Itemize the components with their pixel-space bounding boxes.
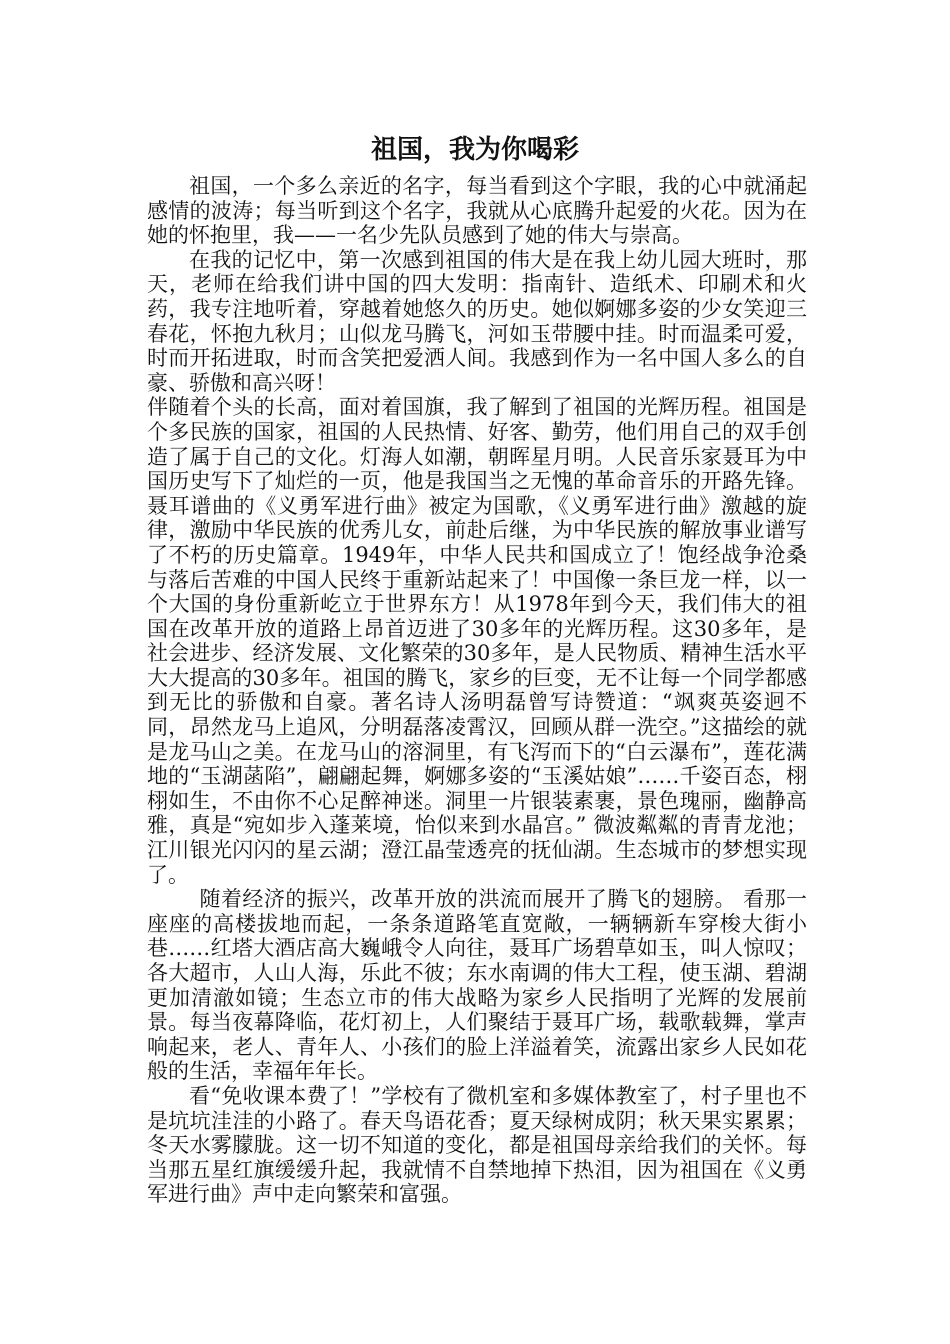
paragraph-memory: 在我的记忆中，第一次感到祖国的伟大是在我上幼儿园大班时，那天，老师在给我们讲中国的四大发明：指南针、造纸术、印刷术和火药，我专注地听着，穿越着她悠久的历史。她似婀娜多姿的少女笑迎三春花，怀抱九秋月；山似龙马腾飞，河如玉带腰中挂。时而温柔可爱，时而开拓进取，时而含笑把爱洒人间。我感到作为一名中国人多么的自豪、骄傲和高兴呀！ (147, 247, 807, 395)
paragraph-history: 伴随着个头的长高，面对着国旗，我了解到了祖国的光辉历程。祖国是个多民族的国家，祖国的人民热情、好客、勤劳，他们用自己的双手创造了属于自己的文化。灯海人如潮，朝晖星月明。人民音乐家聂耳为中国历史写下了灿烂的一页，他是我国当之无愧的革命音乐的开路先锋。聂耳谱曲的《义勇军进行曲》被定为国歌，《义勇军进行曲》激越的旋律，激励中华民族的优秀儿女，前赴后继，为中华民族的解放事业谱写了不朽的历史篇章。1949年，中华人民共和国成立了！饱经战争沧桑与落后苦难的中国人民终于重新站起来了！中国像一条巨龙一样，以一个大国的身份重新屹立于世界东方！从1978年到今天，我们伟大的祖国在改革开放的道路上昂首迈进了30多年的光辉历程。这30多年，是社会进步、经济发展、文化繁荣的30多年，是人民物质、精神生活水平大大提高的30多年。祖国的腾飞，家乡的巨变，无不让每一个同学都感到无比的骄傲和自豪。著名诗人汤明磊曾写诗赞道：“飒爽英姿迥不同，昂然龙马上追风，分明磊落凌霄汉，回顾从群一洗空。”这描绘的就是龙马山之美。在龙马山的溶洞里，有飞泻而下的“白云瀑布”，莲花满地的“玉湖菡陷”，翩翩起舞，婀娜多姿的“玉溪姑娘”……千姿百态，栩栩如生，不由你不心足醉神迷。洞里一片银装素裹，景色瑰丽，幽静高雅，真是“宛如步入蓬莱境，怡似来到水晶宫。” 微波粼粼的青青龙池；江川银光闪闪的星云湖；澄江晶莹透亮的抚仙湖。生态城市的梦想实现了。 (147, 395, 807, 887)
paragraph-school: 看“免收课本费了！”学校有了微机室和多媒体教室了，村子里也不是坑坑洼洼的小路了。春天鸟语花香；夏天绿树成阴；秋天果实累累；冬天水雾朦胧。这一切不知道的变化，都是祖国母亲给我们的关怀。每当那五星红旗缓缓升起，我就情不自禁地掉下热泪，因为祖国在《义勇军进行曲》声中走向繁荣和富强。 (147, 1083, 807, 1207)
document-body (147, 174, 807, 1207)
document-title: 祖国，我为你喝彩 (370, 135, 579, 165)
paragraph-economy: 随着经济的振兴，改革开放的洪流而展开了腾飞的翅膀。 看那一座座的高楼拔地而起，一条条道路笔直宽敞，一辆辆新车穿梭大街小巷……红塔大酒店高大巍峨令人向往，聂耳广场碧草如玉，叫人惊叹；各大超市，人山人海，乐此不彼；东水南调的伟大工程，使玉湖、碧湖更加清澈如镜；生态立市的伟大战略为家乡人民指明了光辉的发展前景。每当夜幕降临，花灯初上，人们聚结于聂耳广场，载歌载舞，掌声响起来，老人、青年人、小孩们的脸上洋溢着笑，流露出家乡人民如花般的生活，幸福年年长。 (147, 887, 807, 1084)
paragraph-intro: 祖国，一个多么亲近的名字，每当看到这个字眼，我的心中就涌起感情的波涛；每当听到这个名字，我就从心底腾升起爱的火花。因为在她的怀抱里，我——一名少先队员感到了她的伟大与崇高。 (147, 174, 807, 248)
